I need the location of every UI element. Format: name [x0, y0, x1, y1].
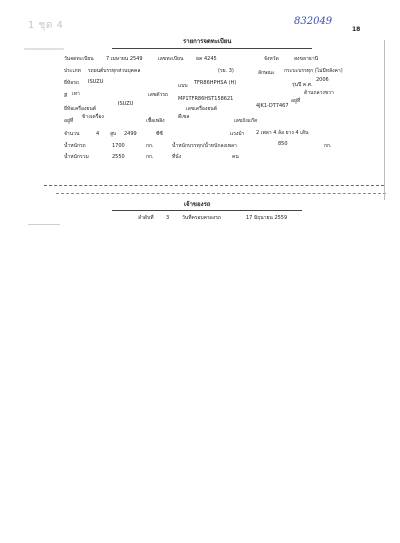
scan-edge — [384, 40, 385, 200]
seats-label: ที่นั่ง — [172, 154, 182, 160]
engine-position-value: ข้างเครื่อง — [82, 114, 104, 120]
total-weight-value: 2550 — [112, 154, 125, 160]
page-number: 18 — [352, 26, 361, 33]
owner-date-label: วันที่ครอบครองรถ — [182, 215, 221, 221]
engine-brand-label: ยี่ห้อเครื่องยนต์ — [64, 106, 97, 112]
brand-label: ยี่ห้อรถ — [64, 80, 79, 86]
engine-brand-value: ISUZU — [118, 101, 134, 107]
type-label: ประเภท — [64, 68, 81, 74]
owner-date-value: 17 มิถุนายน 2559 — [246, 215, 288, 221]
color-label: สี — [64, 93, 68, 99]
type-value: รถยนต์บรรทุกส่วนบุคคล — [88, 68, 141, 74]
weight-label: น้ำหนักรถ — [64, 143, 86, 149]
scan-mark — [24, 48, 64, 50]
axle-wheel-value: 2 เพลา 4 ล้อ ยาง 4 เส้น — [256, 130, 309, 136]
engine-number-value: 4JK1-DT7467 — [256, 103, 289, 109]
province-label: จังหวัด — [264, 56, 279, 62]
total-weight-label: น้ำหนักรวม — [64, 154, 89, 160]
cc-label: ซีซี — [156, 131, 163, 137]
scan-mark-lower — [28, 224, 60, 225]
type-code: (รย. 3) — [218, 68, 234, 74]
load-value: 850 — [278, 141, 288, 147]
document-stamp: 1 ชุด 4 — [28, 20, 64, 31]
year-value: 2006 — [316, 77, 329, 83]
gas-tank-label: เลขถังแก๊ส — [234, 118, 257, 124]
weight-value: 1700 — [112, 143, 125, 149]
plate-value: ธค 4245 — [196, 56, 217, 62]
reg-date-label: วันจดทะเบียน — [64, 56, 94, 62]
horsepower-label: แรงม้า — [230, 131, 245, 137]
document-title: รายการจดทะเบียน — [183, 38, 232, 45]
fuel-label: เชื้อเพลิง — [146, 118, 165, 124]
owner-order-label: ลำดับที่ — [138, 215, 154, 221]
cylinder-label: สูบ — [110, 131, 117, 137]
owner-section-title: เจ้าของรถ — [184, 201, 211, 208]
province-value: สงขลาธานี — [294, 56, 319, 62]
brand-value: ISUZU — [88, 79, 104, 85]
chassis-label: เลขตัวรถ — [148, 92, 168, 98]
reg-date-value: 7 เมษายน 2549 — [106, 56, 143, 62]
model-label: แบบ — [178, 83, 188, 89]
handwritten-number: 832049 — [294, 16, 333, 27]
section-divider — [44, 185, 384, 186]
load-label: น้ำหนักบรรทุก/น้ำหนักลงเพลา — [172, 143, 237, 149]
chassis-value: MP1TFR86HST158621 — [178, 96, 234, 102]
weight-unit: กก. — [146, 143, 154, 149]
chassis-position-label: อยู่ที่ — [291, 98, 301, 104]
chassis-position-value: ด้านกลางขวา — [304, 90, 334, 96]
plate-label: เลขทะเบียน — [158, 56, 184, 62]
seats-unit: คน — [232, 154, 239, 160]
total-weight-unit: กก. — [146, 154, 154, 160]
title-underline — [112, 48, 312, 49]
cc-value: 2499 — [124, 131, 137, 137]
character-value: กระบะบรรทุก (ไม่มีหลังคา) — [284, 68, 343, 74]
section-divider-shadow — [56, 193, 386, 194]
color-value: เทา — [72, 91, 80, 97]
model-value: TFR86HPHSA (H) — [194, 80, 237, 86]
character-label: ลักษณะ — [258, 70, 275, 76]
owner-title-underline — [112, 210, 302, 211]
year-label: รุ่นปี ค.ศ. — [292, 82, 313, 88]
engine-position-label: อยู่ที่ — [64, 118, 74, 124]
engine-number-label: เลขเครื่องยนต์ — [186, 106, 217, 112]
count-value: 4 — [96, 131, 100, 137]
load-unit: กก. — [324, 143, 332, 149]
count-label: จำนวน — [64, 131, 80, 137]
fuel-value: ดีเซล — [178, 114, 190, 120]
owner-order-value: 3 — [166, 215, 170, 221]
